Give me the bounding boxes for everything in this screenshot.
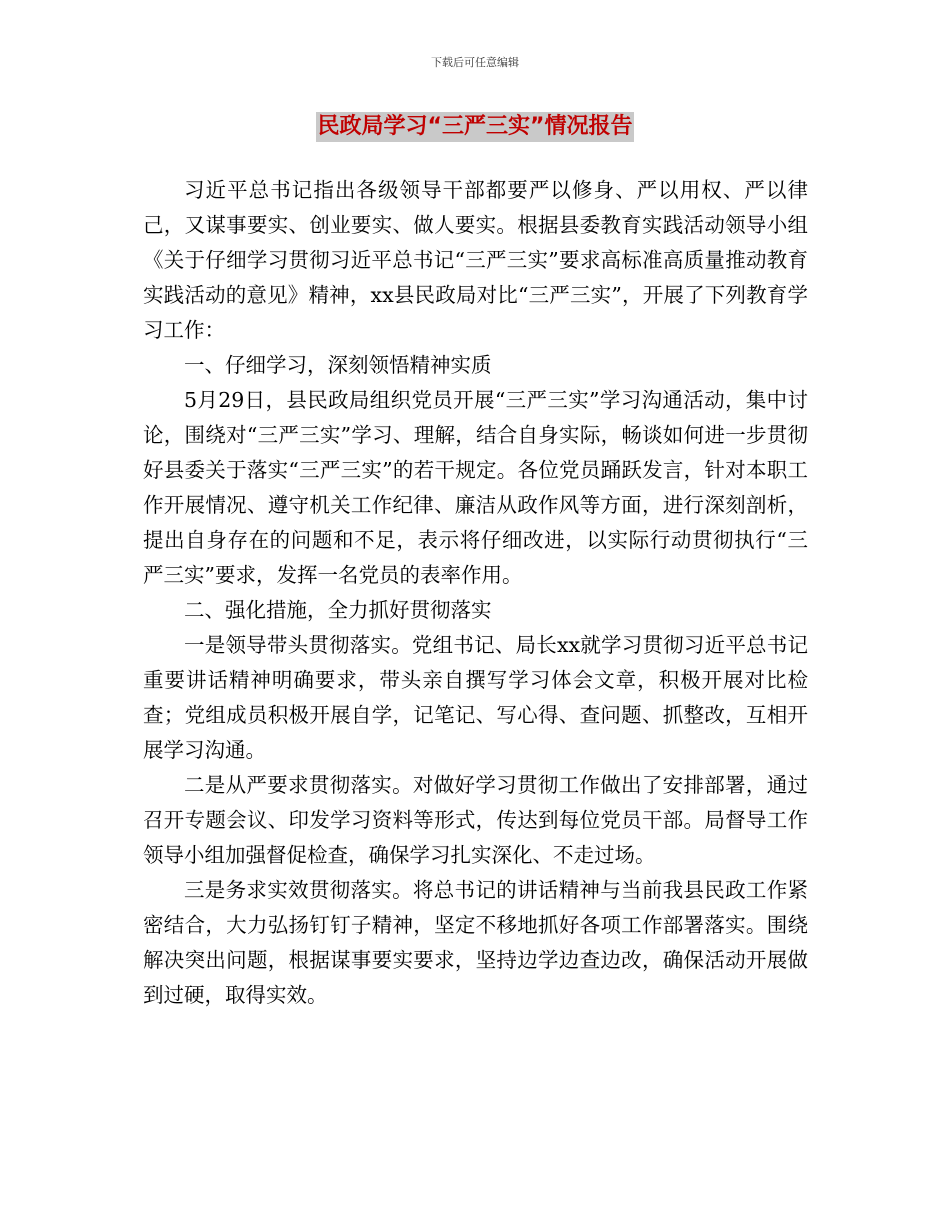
section-heading-2: 二、强化措施，全力抓好贯彻落实 <box>184 598 492 622</box>
title-container <box>0 112 950 142</box>
page-header-note: 下载后可任意编辑 <box>431 56 519 69</box>
paragraph-measure-3: 三是务求实效贯彻落实。将总书记的讲话精神与当前我县民政工作紧密结合，大力弘扬钉钉子精神，坚定不移地抓好各项工作部署落实。围绕解决突出问题，根据谋事要实要求，坚持边学边查边改，确保活动开展做到过硬，取得实效。 <box>143 878 808 1007</box>
document-title: 民政局学习“三严三实”情况报告 <box>316 112 635 142</box>
section-heading-1: 一、仔细学习，深刻领悟精神实质 <box>184 353 492 377</box>
paragraph-intro: 习近平总书记指出各级领导干部都要严以修身、严以用权、严以律己，又谋事要实、创业要实、做人要实。根据县委教育实践活动领导小组《关于仔细学习贯彻习近平总书记“三严三实”要求高标准高质量推动教育实践活动的意见》精神，xx县民政局对比“三严三实”，开展了下列教育学习工作： <box>143 178 808 342</box>
paragraph-measure-2: 二是从严要求贯彻落实。对做好学习贯彻工作做出了安排部署，通过召开专题会议、印发学习资料等形式，传达到每位党员干部。局督导工作领导小组加强督促检查，确保学习扎实深化、不走过场。 <box>143 773 808 867</box>
paragraph-measure-1: 一是领导带头贯彻落实。党组书记、局长xx就学习贯彻习近平总书记重要讲话精神明确要求，带头亲自撰写学习体会文章，积极开展对比检查；党组成员积极开展自学，记笔记、写心得、查问题、抓整改，互相开展学习沟通。 <box>143 633 808 762</box>
document-body <box>143 173 808 1013</box>
paragraph-section-1: 5月29日，县民政局组织党员开展“三严三实”学习沟通活动，集中讨论，围绕对“三严三实”学习、理解，结合自身实际，畅谈如何进一步贯彻好县委关于落实“三严三实”的若干规定。各位党员踊跃发言，针对本职工作开展情况、遵守机关工作纪律、廉洁从政作风等方面，进行深刻剖析，提出自身存在的问题和不足，表示将仔细改进，以实际行动贯彻执行“三严三实”要求，发挥一名党员的表率作用。 <box>143 388 808 587</box>
